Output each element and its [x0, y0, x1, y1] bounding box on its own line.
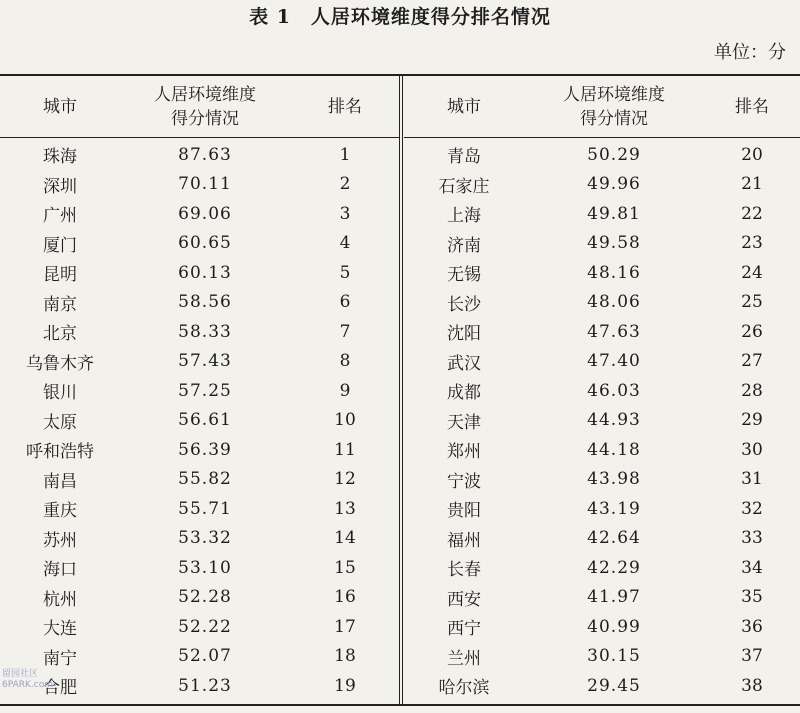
- table-row: [404, 406, 800, 436]
- score-cell: 51.23: [178, 675, 232, 696]
- watermark-line1: 留园社区: [2, 669, 39, 679]
- city-cell: 昆明: [43, 265, 77, 286]
- header-city: 城市: [447, 97, 481, 117]
- score-cell: 44.93: [587, 410, 641, 431]
- rank-cell: 8: [339, 351, 351, 372]
- city-cell: 石家庄: [438, 176, 490, 197]
- score-cell: 30.15: [587, 646, 641, 667]
- rank-cell: 31: [741, 469, 763, 490]
- table-row: [404, 553, 800, 583]
- rank-cell: 15: [334, 557, 356, 578]
- header-score-line2: 得分情况: [580, 109, 648, 129]
- city-cell: 厦门: [43, 235, 77, 256]
- city-cell: 深圳: [43, 176, 77, 197]
- score-cell: 52.28: [178, 587, 232, 608]
- table-row: [0, 288, 400, 318]
- city-cell: 乌鲁木齐: [26, 353, 94, 374]
- score-cell: 58.56: [178, 292, 232, 313]
- city-cell: 重庆: [43, 501, 77, 522]
- city-cell: 银川: [43, 383, 77, 404]
- score-cell: 56.39: [178, 439, 232, 460]
- score-cell: 56.61: [178, 410, 232, 431]
- score-cell: 53.10: [178, 557, 232, 578]
- score-cell: 47.63: [587, 321, 641, 342]
- city-cell: 大连: [43, 619, 77, 640]
- ranking-table: [0, 74, 800, 706]
- table-row: [0, 612, 400, 642]
- table-header-left: [0, 76, 400, 138]
- unit-label: 单位：分: [714, 42, 786, 63]
- city-cell: 广州: [43, 206, 77, 227]
- table-row: [0, 258, 400, 288]
- table-row: [404, 465, 800, 495]
- table-row: [404, 583, 800, 613]
- rank-cell: 2: [339, 174, 351, 195]
- rank-cell: 27: [741, 351, 763, 372]
- city-cell: 无锡: [447, 265, 481, 286]
- city-cell: 长沙: [447, 294, 481, 315]
- city-cell: 北京: [43, 324, 77, 345]
- table-row: [404, 140, 800, 170]
- rank-cell: 32: [741, 498, 763, 519]
- score-cell: 69.06: [178, 203, 232, 224]
- rank-cell: 13: [334, 498, 356, 519]
- table-row: [0, 317, 400, 347]
- city-cell: 沈阳: [447, 324, 481, 345]
- rank-cell: 36: [741, 616, 763, 637]
- table-row: [404, 288, 800, 318]
- score-cell: 60.65: [178, 233, 232, 254]
- rank-cell: 7: [339, 321, 351, 342]
- rank-cell: 16: [334, 587, 356, 608]
- rank-cell: 11: [334, 439, 356, 460]
- table-row: [404, 347, 800, 377]
- table-row: [0, 553, 400, 583]
- rank-cell: 18: [334, 646, 356, 667]
- table-row: [0, 170, 400, 200]
- city-cell: 太原: [43, 412, 77, 433]
- table-row: [0, 406, 400, 436]
- table-row: [404, 494, 800, 524]
- city-cell: 合肥: [43, 678, 77, 699]
- table-row: [404, 435, 800, 465]
- table-row: [0, 229, 400, 259]
- rank-cell: 25: [741, 292, 763, 313]
- table-row: [0, 435, 400, 465]
- score-cell: 43.19: [587, 498, 641, 519]
- table-row: [0, 140, 400, 170]
- city-cell: 西宁: [447, 619, 481, 640]
- header-score: [130, 76, 280, 138]
- table-row: [0, 671, 400, 701]
- rank-cell: 6: [339, 292, 351, 313]
- score-cell: 29.45: [587, 675, 641, 696]
- city-cell: 济南: [447, 235, 481, 256]
- rank-cell: 26: [741, 321, 763, 342]
- city-cell: 南宁: [43, 648, 77, 669]
- score-cell: 57.43: [178, 351, 232, 372]
- score-cell: 57.25: [178, 380, 232, 401]
- city-cell: 呼和浩特: [26, 442, 94, 463]
- city-cell: 贵阳: [447, 501, 481, 522]
- score-cell: 49.96: [587, 174, 641, 195]
- rank-cell: 34: [741, 557, 763, 578]
- score-cell: 55.82: [178, 469, 232, 490]
- city-cell: 青岛: [447, 147, 481, 168]
- rank-cell: 38: [741, 675, 763, 696]
- city-cell: 郑州: [447, 442, 481, 463]
- rank-cell: 28: [741, 380, 763, 401]
- city-cell: 兰州: [447, 648, 481, 669]
- table-row: [0, 376, 400, 406]
- rank-cell: 1: [339, 144, 351, 165]
- rank-cell: 12: [334, 469, 356, 490]
- header-city: 城市: [43, 97, 77, 117]
- rank-cell: 29: [741, 410, 763, 431]
- city-cell: 成都: [447, 383, 481, 404]
- city-cell: 上海: [447, 206, 481, 227]
- city-cell: 武汉: [447, 353, 481, 374]
- header-rank: 排名: [328, 97, 362, 117]
- header-rank: 排名: [735, 97, 769, 117]
- table-row: [0, 583, 400, 613]
- table-row: [404, 317, 800, 347]
- score-cell: 49.58: [587, 233, 641, 254]
- city-cell: 珠海: [43, 147, 77, 168]
- score-cell: 43.98: [587, 469, 641, 490]
- rank-cell: 22: [741, 203, 763, 224]
- header-score: [534, 76, 694, 138]
- table-row: [0, 465, 400, 495]
- score-cell: 41.97: [587, 587, 641, 608]
- score-cell: 40.99: [587, 616, 641, 637]
- score-cell: 70.11: [178, 174, 232, 195]
- table-row: [404, 229, 800, 259]
- table-right-half: [404, 76, 800, 704]
- table-row: [404, 199, 800, 229]
- score-cell: 44.18: [587, 439, 641, 460]
- city-cell: 长春: [447, 560, 481, 581]
- rank-cell: 20: [741, 144, 763, 165]
- city-cell: 南京: [43, 294, 77, 315]
- rank-cell: 9: [339, 380, 351, 401]
- city-cell: 杭州: [43, 589, 77, 610]
- table-body-left: [0, 140, 400, 701]
- rank-cell: 30: [741, 439, 763, 460]
- table-row: [404, 612, 800, 642]
- city-cell: 天津: [447, 412, 481, 433]
- double-divider: [399, 76, 403, 704]
- table-row: [0, 347, 400, 377]
- score-cell: 52.22: [178, 616, 232, 637]
- header-score-line1: 人居环境维度: [563, 85, 665, 105]
- watermark-line2: 6PARK.com: [2, 680, 53, 690]
- score-cell: 48.16: [587, 262, 641, 283]
- table-left-half: [0, 76, 400, 704]
- score-cell: 42.29: [587, 557, 641, 578]
- table-row: [0, 494, 400, 524]
- score-cell: 52.07: [178, 646, 232, 667]
- table-row: [0, 199, 400, 229]
- score-cell: 60.13: [178, 262, 232, 283]
- table-row: [404, 376, 800, 406]
- rank-cell: 5: [339, 262, 351, 283]
- city-cell: 西安: [447, 589, 481, 610]
- table-row: [404, 524, 800, 554]
- score-cell: 58.33: [178, 321, 232, 342]
- table-row: [0, 524, 400, 554]
- score-cell: 55.71: [178, 498, 232, 519]
- city-cell: 苏州: [43, 530, 77, 551]
- city-cell: 哈尔滨: [438, 678, 490, 699]
- score-cell: 42.64: [587, 528, 641, 549]
- rank-cell: 23: [741, 233, 763, 254]
- rank-cell: 14: [334, 528, 356, 549]
- table-row: [0, 642, 400, 672]
- rank-cell: 4: [339, 233, 351, 254]
- score-cell: 53.32: [178, 528, 232, 549]
- table-row: [404, 642, 800, 672]
- table-row: [404, 258, 800, 288]
- score-cell: 47.40: [587, 351, 641, 372]
- score-cell: 46.03: [587, 380, 641, 401]
- score-cell: 87.63: [178, 144, 232, 165]
- rank-cell: 21: [741, 174, 763, 195]
- rank-cell: 19: [334, 675, 356, 696]
- table-row: [404, 170, 800, 200]
- rank-cell: 3: [339, 203, 351, 224]
- table-title: 表 1 人居环境维度得分排名情况: [249, 6, 551, 28]
- rank-cell: 37: [741, 646, 763, 667]
- rank-cell: 24: [741, 262, 763, 283]
- rank-cell: 33: [741, 528, 763, 549]
- header-score-line2: 得分情况: [171, 109, 239, 129]
- header-score-line1: 人居环境维度: [154, 85, 256, 105]
- rank-cell: 17: [334, 616, 356, 637]
- table-header-right: [404, 76, 800, 138]
- city-cell: 南昌: [43, 471, 77, 492]
- rank-cell: 10: [334, 410, 356, 431]
- city-cell: 海口: [43, 560, 77, 581]
- watermark: [2, 669, 53, 691]
- city-cell: 宁波: [447, 471, 481, 492]
- rank-cell: 35: [741, 587, 763, 608]
- score-cell: 50.29: [587, 144, 641, 165]
- score-cell: 49.81: [587, 203, 641, 224]
- table-body-right: [404, 140, 800, 701]
- table-row: [404, 671, 800, 701]
- city-cell: 福州: [447, 530, 481, 551]
- score-cell: 48.06: [587, 292, 641, 313]
